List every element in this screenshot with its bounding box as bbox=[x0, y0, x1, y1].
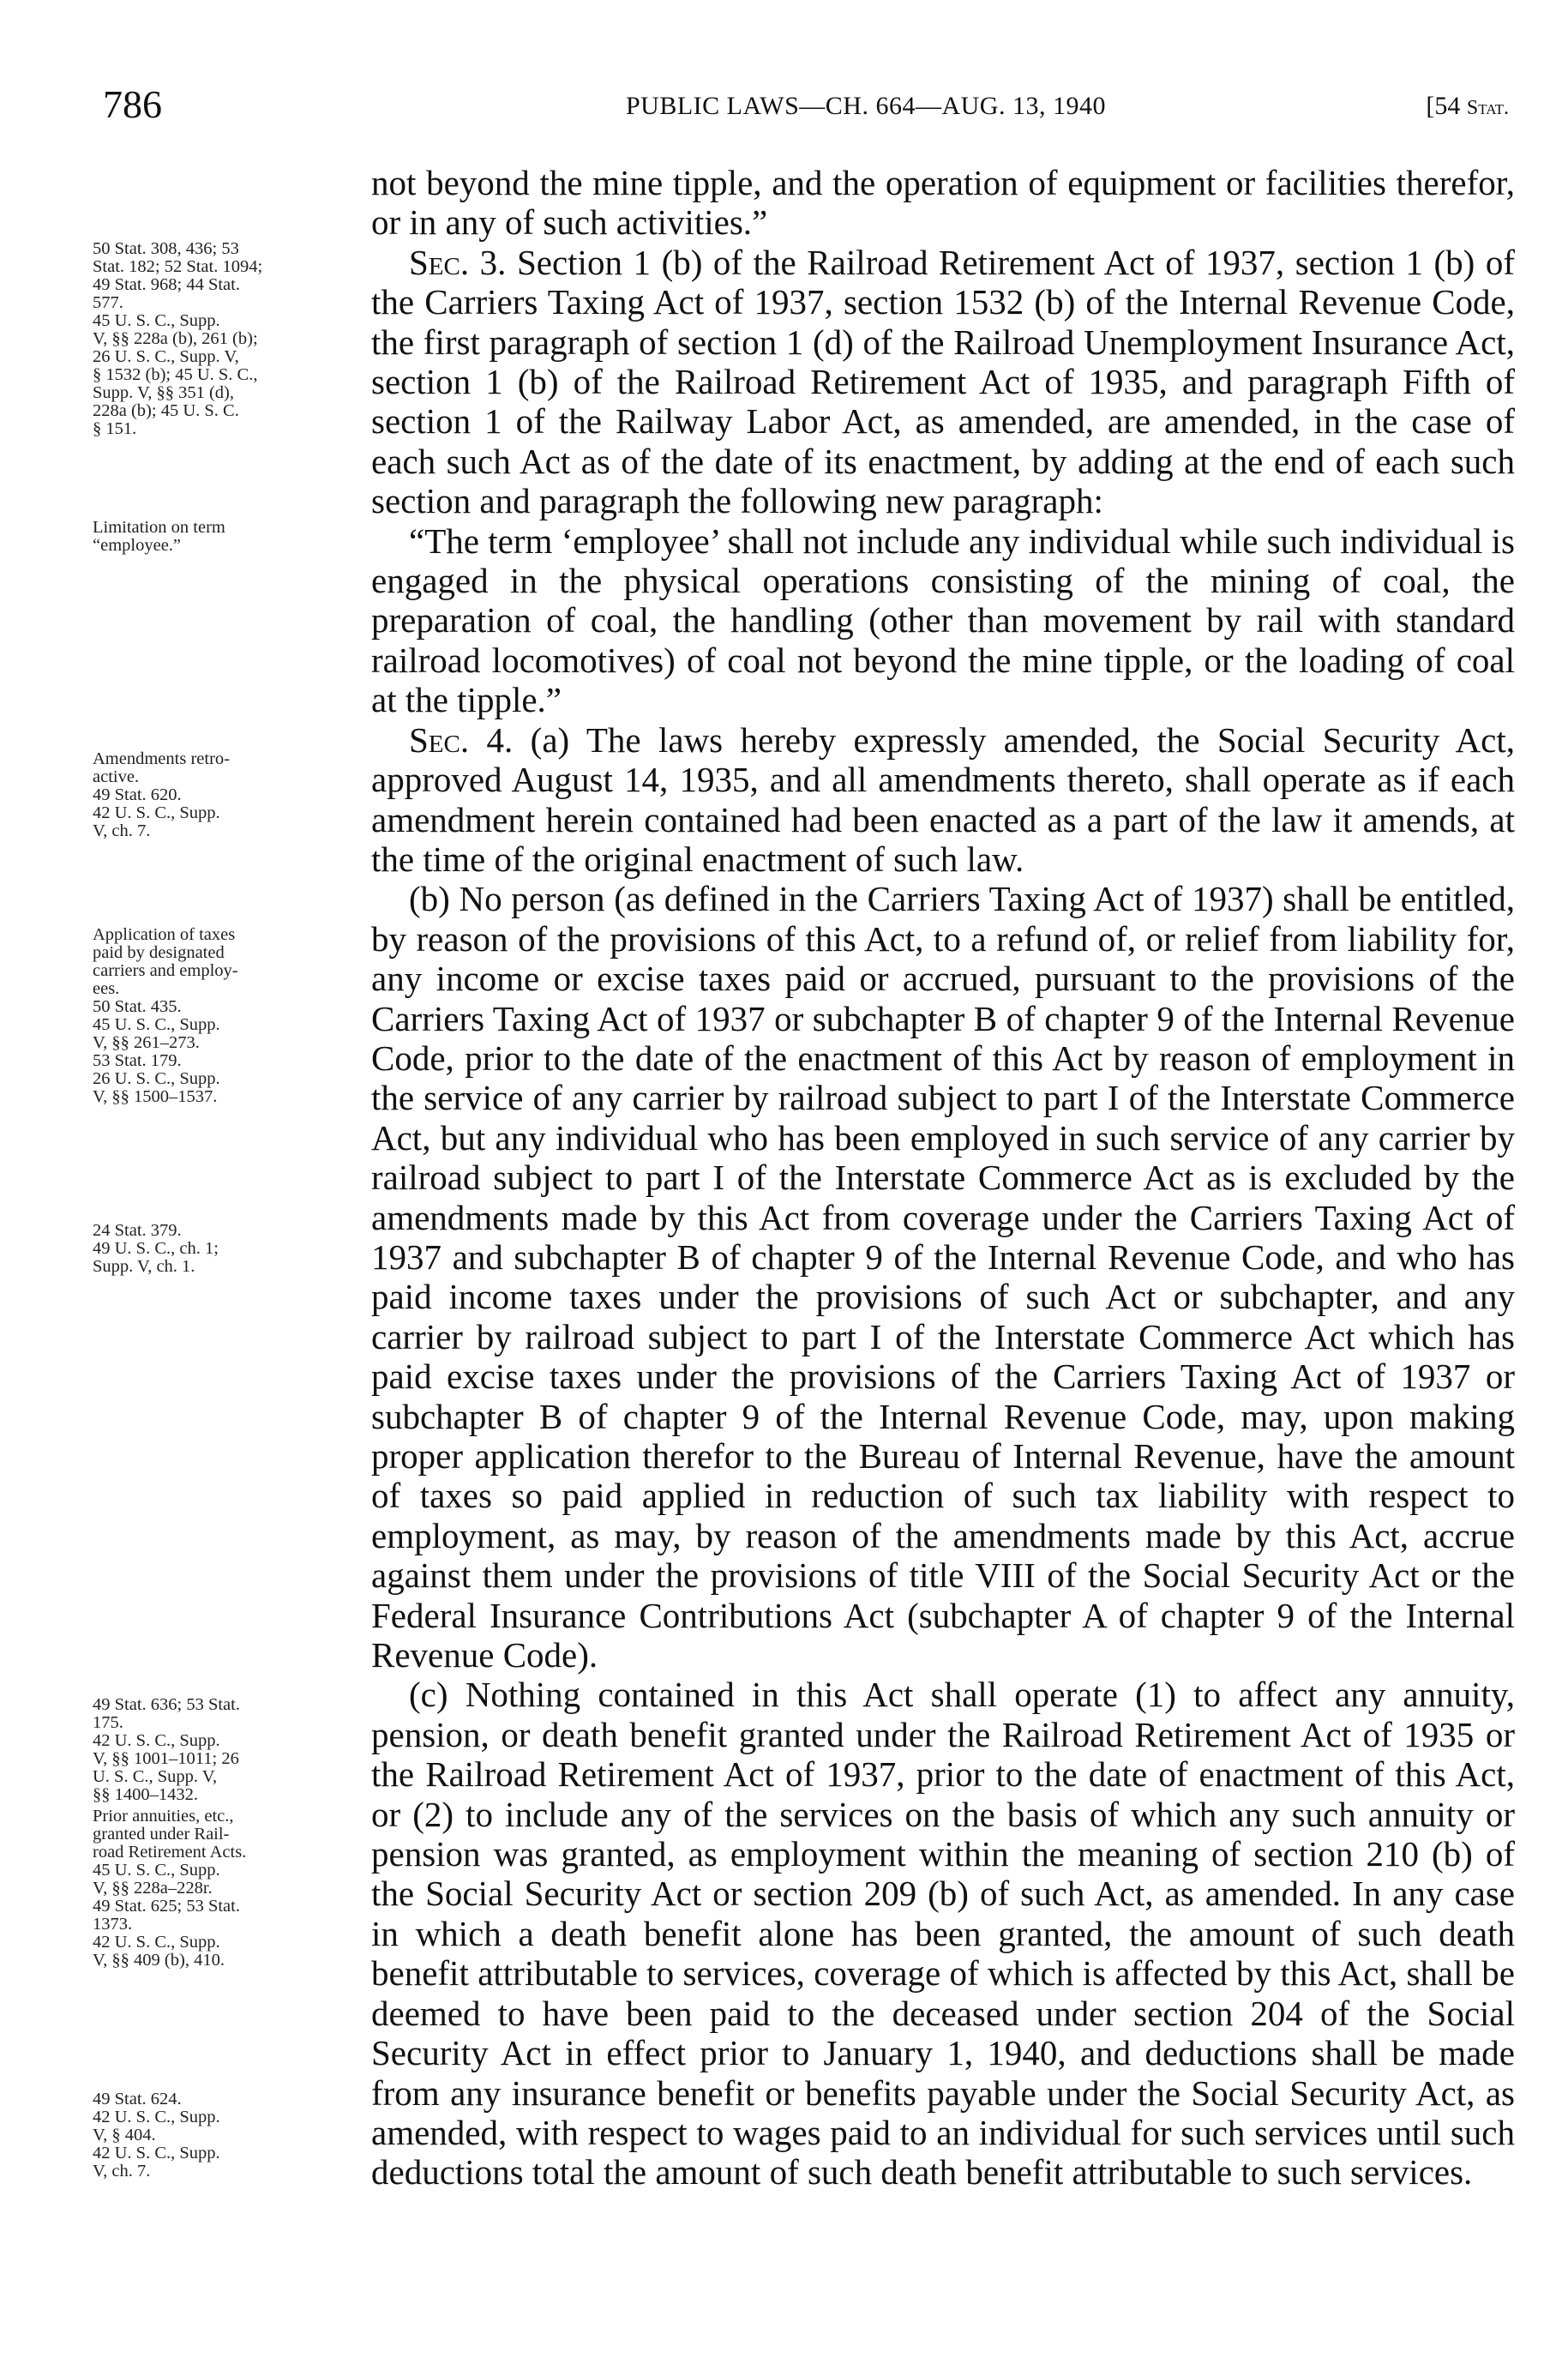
section-3-label: Sec. bbox=[409, 242, 470, 282]
margin-note-line: §§ 1400–1432. bbox=[93, 1785, 198, 1804]
margin-note-death-benefit bbox=[93, 2090, 341, 2181]
paragraph-continuation: not beyond the mine tipple, and the operation of equipment or facilities therefor, or in any of such activities.” bbox=[371, 163, 1515, 243]
margin-note-line: 26 U. S. C., Supp. V, bbox=[93, 347, 239, 366]
margin-note-application-of-taxes bbox=[93, 926, 341, 1106]
section-4a bbox=[371, 720, 1515, 880]
margin-note-citations-sec3 bbox=[93, 240, 341, 438]
margin-note-line: 1373. bbox=[93, 1915, 133, 1934]
margin-note-line: V, §§ 1001–1011; 26 bbox=[93, 1749, 239, 1768]
margin-note-line: V, ch. 7. bbox=[93, 2162, 151, 2181]
margin-note-line: 42 U. S. C., Supp. bbox=[93, 803, 220, 822]
section-3-text: 3. Section 1 (b) of the Railroad Retirement Act of 1937, section 1 (b) of the Carriers Taxing Act of 1937, section 1532 (b) of the Internal Revenue Code, the first paragraph of section 1 (d) of the Railroad Unemployment Insurance Act, section 1 (b) of the Railroad Retirement Act of 1935, and paragraph Fifth of section 1 of the Railway Labor Act, as amended, are amended, in the case of each such Act as of the date of its enactment, by adding at the end of each such section and paragraph the following new paragraph: bbox=[371, 242, 1515, 521]
margin-note-line: V, §§ 228a–228r. bbox=[93, 1879, 213, 1898]
margin-note-line: 42 U. S. C., Supp. bbox=[93, 2144, 220, 2162]
margin-note-line: paid by designated bbox=[93, 943, 225, 962]
margin-note-line: 26 U. S. C., Supp. bbox=[93, 1069, 220, 1088]
margin-note-line: active. bbox=[93, 767, 140, 786]
margin-note-social-security-title-viii bbox=[93, 1696, 341, 1804]
margin-note-line: V, ch. 7. bbox=[93, 821, 151, 840]
section-3 bbox=[371, 243, 1515, 521]
margin-note-line: 45 U. S. C., Supp. bbox=[93, 311, 220, 330]
margin-note-line: 49 Stat. 624. bbox=[93, 2090, 182, 2108]
section-4c: (c) Nothing contained in this Act shall operate (1) to affect any annuity, pension, or death benefit granted under the Railroad Retirement Act of 1935 or the Railroad Retirement Act of 1937, prior to the date of enactment of this Act, or (2) to include any of the services on the basis of which any such annuity or pension was granted, as employment within the meaning of section 210 (b) of the Social Security Act or section 209 (b) of such Act, as amended. In any case in which a death benefit alone has been granted, the amount of such death benefit attributable to services, coverage of which is affected by this Act, shall be deemed to have been paid to the deceased under section 204 of the Social Security Act in effect prior to January 1, 1940, and deductions shall be made from any insurance benefit or benefits payable under the Social Security Act, as amended, with respect to wages paid to an individual for such services until such deductions total the amount of such death benefit attributable to such services. bbox=[371, 1675, 1515, 2193]
margin-note-line: Prior annuities, etc., bbox=[93, 1807, 234, 1826]
margin-note-line: granted under Rail- bbox=[93, 1825, 230, 1844]
margin-note-line: V, § 404. bbox=[93, 2126, 156, 2144]
margin-note-line: Amendments retro- bbox=[93, 749, 230, 768]
margin-note-line: ees. bbox=[93, 979, 120, 998]
margin-note-line: 49 Stat. 620. bbox=[93, 785, 182, 804]
running-head: PUBLIC LAWS—CH. 664—AUG. 13, 1940 bbox=[626, 92, 1106, 120]
margin-note-line: V, §§ 261–273. bbox=[93, 1033, 200, 1052]
margin-note-line: Limitation on term bbox=[93, 518, 225, 537]
margin-note-line: § 1532 (b); 45 U. S. C., bbox=[93, 365, 258, 384]
margin-note-line: 49 U. S. C., ch. 1; bbox=[93, 1239, 219, 1258]
margin-note-line: 24 Stat. 379. bbox=[93, 1221, 182, 1240]
margin-note-line: Supp. V, §§ 351 (d), bbox=[93, 383, 234, 402]
margin-note-line: § 151. bbox=[93, 419, 137, 438]
main-text-column bbox=[371, 163, 1515, 2193]
margin-note-line: 53 Stat. 179. bbox=[93, 1051, 182, 1070]
margin-note-line: 45 U. S. C., Supp. bbox=[93, 1015, 220, 1034]
margin-note-line: 50 Stat. 308, 436; 53 bbox=[93, 239, 239, 258]
volume-prefix: [54 bbox=[1426, 92, 1467, 120]
margin-note-line: V, §§ 228a (b), 261 (b); bbox=[93, 329, 258, 348]
margin-note-line: 45 U. S. C., Supp. bbox=[93, 1861, 220, 1880]
margin-note-line: 49 Stat. 636; 53 Stat. bbox=[93, 1695, 240, 1714]
margin-note-line: Application of taxes bbox=[93, 925, 236, 944]
margin-note-line: road Retirement Acts. bbox=[93, 1843, 247, 1862]
page-header bbox=[103, 81, 1509, 133]
margin-note-line: 49 Stat. 625; 53 Stat. bbox=[93, 1897, 240, 1916]
margin-note-line: Supp. V, ch. 1. bbox=[93, 1257, 195, 1276]
margin-note-line: V, §§ 1500–1537. bbox=[93, 1087, 218, 1106]
margin-note-line: U. S. C., Supp. V, bbox=[93, 1767, 218, 1786]
margin-note-line: 49 Stat. 968; 44 Stat. bbox=[93, 275, 240, 294]
margin-note-line: V, §§ 409 (b), 410. bbox=[93, 1951, 225, 1970]
margin-note-line: 577. bbox=[93, 293, 123, 312]
margin-note-amendments-retroactive bbox=[93, 750, 341, 840]
margin-note-line: 42 U. S. C., Supp. bbox=[93, 1933, 220, 1952]
margin-note-interstate-commerce bbox=[93, 1222, 341, 1276]
margin-note-prior-annuities bbox=[93, 1808, 341, 1970]
margin-note-line: 175. bbox=[93, 1713, 123, 1732]
volume-citation bbox=[1426, 92, 1509, 121]
page-number: 786 bbox=[103, 82, 162, 126]
margin-note-limitation-employee bbox=[93, 519, 341, 555]
margin-note-line: 228a (b); 45 U. S. C. bbox=[93, 401, 239, 420]
volume-stat: Stat. bbox=[1466, 97, 1509, 119]
margin-note-line: carriers and employ- bbox=[93, 961, 238, 980]
section-4a-text: 4. (a) The laws hereby expressly amended, the Social Security Act, approved August 14, 1935, and all amendments thereto, shall operate as if each amendment herein contained had been enacted as a part of the law it amends, at the time of the original enactment of such law. bbox=[371, 719, 1515, 879]
margin-note-line: 50 Stat. 435. bbox=[93, 997, 182, 1016]
margin-note-line: 42 U. S. C., Supp. bbox=[93, 1731, 220, 1750]
quoted-paragraph: “The term ‘employee’ shall not include any individual while such individual is engaged in the physical operations consisting of the mining of coal, the preparation of coal, the handling (other than movement by rail with standard railroad locomotives) of coal not beyond the mine tipple, or the loading of coal at the tipple.” bbox=[371, 520, 1515, 720]
margin-note-line: Stat. 182; 52 Stat. 1094; bbox=[93, 257, 263, 276]
margin-note-line: “employee.” bbox=[93, 536, 182, 555]
section-4-label: Sec. bbox=[409, 719, 470, 760]
section-4b: (b) No person (as defined in the Carriers Taxing Act of 1937) shall be entitled, by reason of the provisions of this Act, to a refund of, or relief from liability for, any income or excise taxes paid or accrued, pursuant to the provisions of the Carriers Taxing Act of 1937 or subchapter B of chapter 9 of the Internal Revenue Code, prior to the date of the enactment of this Act by reason of employment in the service of any carrier by railroad subject to part I of the Interstate Commerce Act, but any individual who has been employed in such service of any carrier by railroad subject to part I of the Interstate Commerce Act as is excluded by the amendments made by this Act from coverage under the Carriers Taxing Act of 1937 and subchapter B of chapter 9 of the Internal Revenue Code, and who has paid income taxes under the provisions of such Act or subchapter, and any carrier by railroad subject to part I of the Interstate Commerce Act which has paid excise taxes under the provisions of the Carriers Taxing Act of 1937 or subchapter B of chapter 9 of the Internal Revenue Code, may, upon making proper application therefor to the Bureau of Internal Revenue, have the amount of taxes so paid applied in reduction of such tax liability with respect to employment, as may, by reason of the amendments made by this Act, accrue against them under the provisions of title VIII of the Social Security Act or the Federal Insurance Contributions Act (subchapter A of chapter 9 of the Internal Revenue Code). bbox=[371, 879, 1515, 1675]
margin-note-line: 42 U. S. C., Supp. bbox=[93, 2108, 220, 2126]
